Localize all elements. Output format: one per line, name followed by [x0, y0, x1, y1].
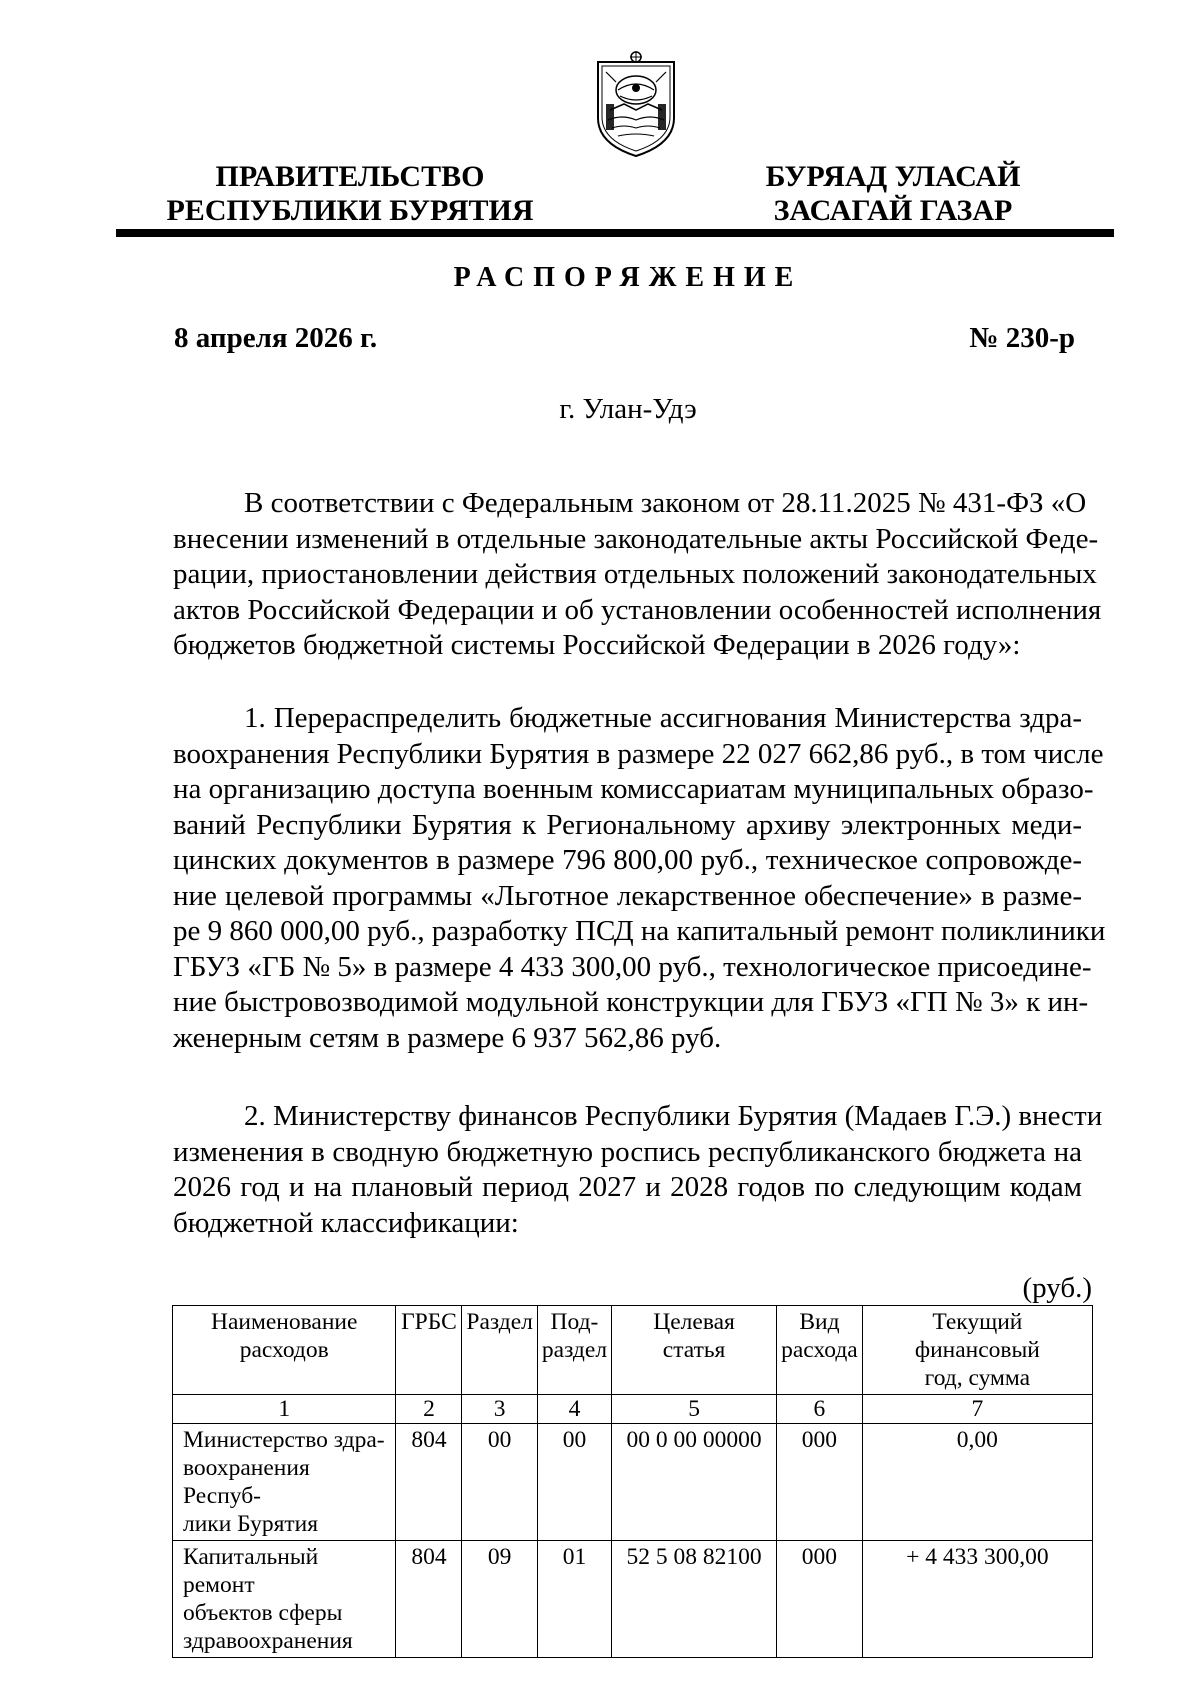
header-cell-line: Наименование [211, 1309, 358, 1335]
header-cell-podrazdel [537, 1306, 611, 1395]
index-cell: 5 [612, 1395, 777, 1424]
header-government-ru [160, 160, 540, 228]
header-cell-razdel [462, 1306, 537, 1395]
header-cell-line: Под- [550, 1309, 599, 1335]
header-cell-line: статья [662, 1337, 726, 1363]
header-cell-line: Текущий [932, 1309, 1023, 1335]
table-unit-label: (руб.) [1022, 1272, 1092, 1304]
document-city: г. Улан-Удэ [559, 393, 697, 425]
header-right-line2: ЗАСАГАЙ ГАЗАР [773, 194, 1013, 227]
cell-vid: 000 [777, 1541, 863, 1658]
index-cell: 2 [396, 1395, 462, 1424]
cell-name-line: воохранения Респуб- [183, 1455, 310, 1509]
header-cell-line: расходов [239, 1337, 329, 1363]
cell-name-line: лики Бурятия [183, 1511, 319, 1537]
item-1-line: ние быстровозводимой модульной конструкции для ГБУЗ «ГП № 3» к ин- [173, 986, 1089, 1018]
index-cell: 3 [462, 1395, 537, 1424]
item-1-line: ре 9 860 000,00 руб., разработку ПСД на капитальный ремонт поликлиники [173, 915, 1106, 947]
cell-grbs: 804 [396, 1424, 462, 1541]
item-1-line: на организацию доступа военным комиссариатам муниципальных образо- [173, 773, 1094, 805]
header-left-line1: ПРАВИТЕЛЬСТВО [215, 160, 485, 193]
item-2-line: изменения в сводную бюджетную роспись республиканского бюджета на [173, 1135, 1082, 1168]
cell-grbs: 804 [396, 1541, 462, 1658]
header-cell-line: раздел [541, 1337, 608, 1363]
header-cell-line: ГРБС [401, 1309, 457, 1335]
table-header-row [173, 1306, 1093, 1395]
preamble-line: рации, приостановлении действия отдельных положений законодательных [173, 558, 1097, 590]
cell-podrazdel: 00 [537, 1424, 611, 1541]
table-row [173, 1541, 1093, 1658]
header-cell-grbs [396, 1306, 462, 1395]
item-2-line: бюджетной классификации: [173, 1206, 519, 1239]
budget-table [172, 1305, 1093, 1658]
header-cell-line: расхода [781, 1337, 858, 1363]
cell-vid: 000 [777, 1424, 863, 1541]
cell-razdel: 09 [462, 1541, 537, 1658]
cell-statya: 00 0 00 00000 [612, 1424, 777, 1541]
item-2-line: 2. Министерству финансов Республики Бурятия (Мадаев Г.Э.) внести [244, 1100, 1103, 1132]
index-cell: 6 [777, 1395, 863, 1424]
table-index-row [173, 1395, 1093, 1424]
item-1-line: ние целевой программы «Льготное лекарственное обеспечение» в разме- [173, 879, 1082, 912]
header-cell-line: Вид [799, 1309, 840, 1335]
preamble-line: актов Российской Федерации и об установлении особенностей исполнения [173, 593, 1102, 626]
header-cell-line: Раздел [466, 1309, 533, 1335]
document-date: 8 апреля 2026 г. [174, 322, 378, 354]
preamble-line: В соответствии с Федеральным законом от 28.11.2025 № 431-ФЗ «О [244, 487, 1087, 519]
cell-name [173, 1541, 396, 1658]
item-2-paragraph [173, 1099, 1103, 1241]
header-cell-vid [777, 1306, 863, 1395]
item-2-line: 2026 год и на плановый период 2027 и 2028 годов по следующим кодам [173, 1171, 1082, 1203]
preamble-paragraph [173, 486, 1102, 664]
index-cell: 7 [862, 1395, 1092, 1424]
preamble-line: бюджетов бюджетной системы Российской Федерации в 2026 году»: [173, 629, 1021, 661]
coat-of-arms-icon [594, 48, 678, 158]
item-1-line: ГБУЗ «ГБ № 5» в размере 4 433 300,00 руб., технологическое присоедине- [173, 950, 1092, 983]
coat-of-arms-emblem [594, 48, 678, 158]
header-cell-statya [612, 1306, 777, 1395]
header-right-line1: БУРЯАД УЛАСАЙ [765, 160, 1021, 193]
header-government-bua [748, 160, 1038, 228]
header-cell-line: финансовый [914, 1337, 1040, 1363]
cell-statya: 52 5 08 82100 [612, 1541, 777, 1658]
index-cell: 4 [537, 1395, 611, 1424]
item-1-line: воохранения Республики Бурятия в размере 22 027 662,86 руб., в том числе [173, 737, 1104, 770]
cell-name-line: здравоохранения [183, 1628, 353, 1654]
document-type-title: РАСПОРЯЖЕНИЕ [453, 262, 803, 293]
cell-summa: 0,00 [862, 1424, 1092, 1541]
cell-name-line: Министерство здра- [183, 1427, 385, 1453]
cell-name-line: Капитальный ремонт [183, 1544, 319, 1598]
table-row [173, 1424, 1093, 1541]
header-left-line2: РЕСПУБЛИКИ БУРЯТИЯ [166, 194, 534, 227]
index-cell: 1 [173, 1395, 396, 1424]
preamble-line: внесении изменений в отдельные законодательные акты Российской Феде- [173, 522, 1099, 555]
item-1-line: цинских документов в размере 796 800,00 руб., техническое сопровожде- [173, 844, 1082, 876]
cell-summa: + 4 433 300,00 [862, 1541, 1092, 1658]
cell-name-line: объектов сферы [183, 1600, 343, 1626]
header-cell-line: год, сумма [924, 1365, 1031, 1391]
cell-razdel: 00 [462, 1424, 537, 1541]
header-cell-name [173, 1306, 396, 1395]
cell-podrazdel: 01 [537, 1541, 611, 1658]
cell-name [173, 1424, 396, 1541]
item-1-paragraph [173, 701, 1106, 1056]
header-cell-summa [862, 1306, 1092, 1395]
item-1-line: 1. Перераспределить бюджетные ассигнования Министерства здра- [244, 702, 1082, 734]
document-number: № 230-р [969, 322, 1075, 354]
item-1-line: женерным сетям в размере 6 937 562,86 руб. [173, 1021, 722, 1054]
header-cell-line: Целевая [653, 1309, 735, 1335]
item-1-line: ваний Республики Бурятия к Региональному архиву электронных меди- [173, 808, 1082, 841]
header-divider [116, 229, 1114, 237]
